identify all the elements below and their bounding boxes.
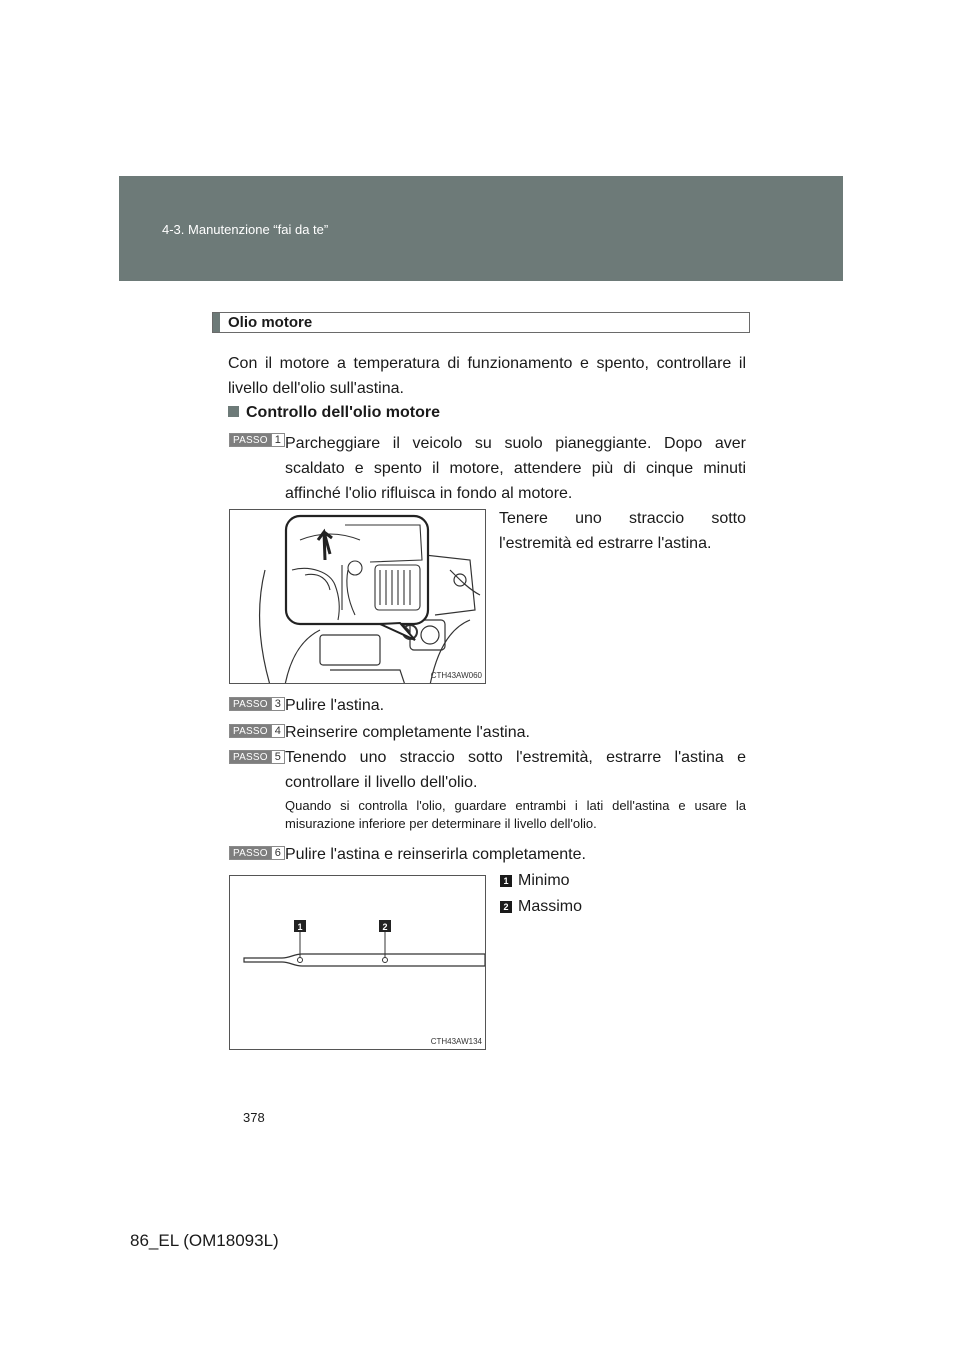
chapter-header-band: [119, 176, 843, 281]
step-badge-number: 6: [271, 847, 284, 859]
step-badge-number: 4: [271, 725, 284, 737]
step-5-text: Tenendo uno straccio sotto l'estremità, estrarre l'astina e controllare il livello dell'olio.: [285, 749, 746, 791]
step-3-text: Pulire l'astina.: [285, 697, 385, 714]
step-4-text: Reinserire completamente l'astina.: [285, 724, 530, 741]
legend-label: Minimo: [518, 872, 570, 889]
subheading: [228, 404, 440, 422]
step-badge-1: [229, 433, 285, 447]
step-badge-label: PASSO: [230, 725, 271, 737]
step-badge-label: PASSO: [230, 434, 271, 446]
step-badge-label: PASSO: [230, 698, 271, 710]
dipstick-level-figure: [229, 875, 486, 1050]
document-code: 86_EL (OM18093L): [130, 1231, 279, 1250]
step-badge-label: PASSO: [230, 847, 271, 859]
page-number: 378: [243, 1110, 265, 1125]
step-6-text: Pulire l'astina e reinserirla completamente.: [285, 846, 586, 863]
section-title: Olio motore: [228, 314, 313, 331]
step-badge-number: 1: [271, 434, 284, 446]
square-bullet-icon: [228, 406, 239, 417]
min-mark-label: 1: [297, 922, 303, 932]
legend-item-maximum: [500, 898, 582, 916]
step-badge-4: [229, 724, 285, 738]
step-badge-number: 3: [271, 698, 284, 710]
step-badge-5: [229, 750, 285, 764]
chapter-breadcrumb: 4-3. Manutenzione “fai da te”: [162, 222, 329, 237]
max-mark-label: 2: [382, 922, 388, 932]
legend-number: 1: [500, 875, 512, 887]
section-title-bar: [212, 312, 750, 333]
section-accent: [213, 313, 220, 332]
engine-dipstick-figure: [229, 509, 486, 684]
step-5-note: Quando si controlla l'olio, guardare entrambi i lati dell'astina e usare la misurazione inferiore per determinare il livello dell'olio.: [285, 798, 746, 831]
legend-number: 2: [500, 901, 512, 913]
step-badge-3: [229, 697, 285, 711]
legend-item-minimum: [500, 872, 570, 890]
legend-label: Massimo: [518, 898, 583, 915]
step-1-text: Parcheggiare il veicolo su suolo pianeggiante. Dopo aver scaldato e spento il motore, attendere più di cinque minuti affinché l'olio rifluisca in fondo al motore.: [285, 435, 746, 502]
step-badge-6: [229, 846, 285, 860]
dipstick-illustration: [230, 876, 486, 1050]
step-badge-label: PASSO: [230, 751, 271, 763]
intro-paragraph: Con il motore a temperatura di funzionamento e spento, controllare il livello dell'olio sull'astina.: [228, 355, 746, 397]
step-2-text: Tenere uno straccio sotto l'estremità ed estrarre l'astina.: [499, 510, 746, 552]
engine-bay-illustration: [230, 510, 486, 684]
figure-code: CTH43AW134: [430, 1037, 482, 1046]
subheading-text: Controllo dell'olio motore: [246, 404, 441, 421]
figure-code: CTH43AW060: [430, 671, 482, 680]
step-badge-number: 5: [271, 751, 284, 763]
